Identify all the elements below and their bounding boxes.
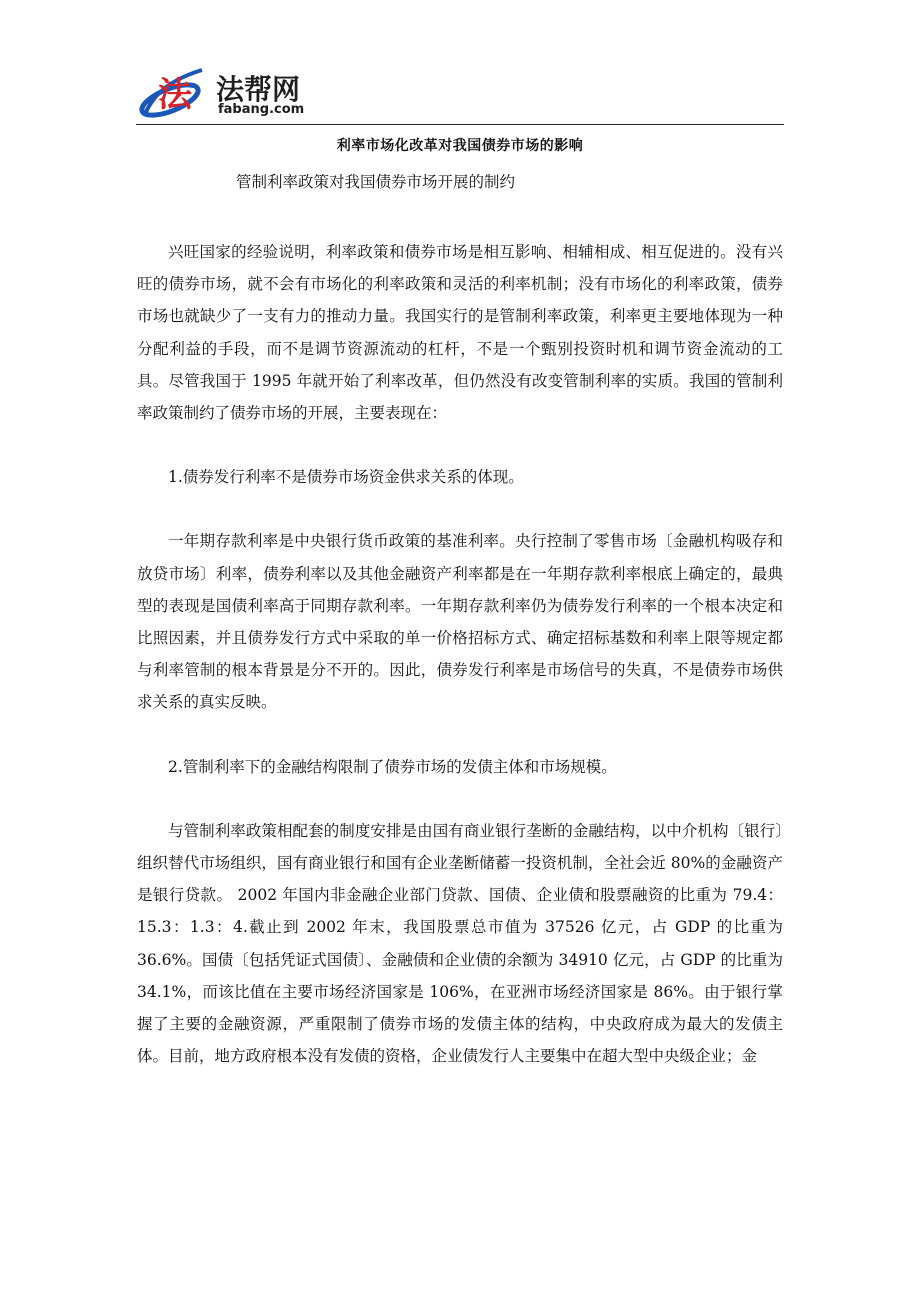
document-body bbox=[137, 236, 783, 1072]
paragraph-1: 一年期存款利率是中央银行货币政策的基准利率。央行控制了零售市场〔金融机构吸存和放贷市场〕利率，债券利率以及其他金融资产利率都是在一年期存款利率根底上确定的，最典型的表现是国债利率高于同期存款利率。一年期存款利率仍为债券发行利率的一个根本决定和比照因素，并且债券发行方式中采取的单一价格招标方式、确定招标基数和利率上限等规定都与利率管制的根本背景是分不开的。因此，债券发行利率是市场信号的失真，不是债券市场供求关系的真实反映。 bbox=[137, 532, 783, 712]
header-divider bbox=[136, 124, 784, 125]
document-title: 利率市场化改革对我国债券市场的影响 bbox=[336, 138, 584, 154]
section-heading-1: 1.债券发行利率不是债券市场资金供求关系的体现。 bbox=[168, 468, 524, 487]
paragraph-2: 与管制利率政策相配套的制度安排是由国有商业银行垄断的金融结构，以中介机构〔银行〕组织替代市场组织，国有商业银行和国有企业垄断储蓄一投资机制，全社会近 80%的金融资产是银行贷款。 2002 年国内非金融企业部门贷款、国债、企业债和股票融资的比重为 79.4：15.3：1.3：4.截止到 2002 年末，我国股票总市值为 37526 亿元，占 GDP 的比重为 36.6%。国债〔包括凭证式国债〕、金融债和企业债的余额为 34910 亿元，占 GDP 的比重为 34.1%，而该比值在主要市场经济国家是 106%，在亚洲市场经济国家是 86%。由于银行掌握了主要的金融资源，严重限制了债券市场的发债主体的结构，中央政府成为最大的发债主体。目前，地方政府根本没有发债的资格，企业债发行人主要集中在超大型中央级企业；金 bbox=[137, 821, 783, 1066]
document-subtitle: 管制利率政策对我国债券市场开展的制约 bbox=[236, 173, 516, 191]
fabang-logo-icon bbox=[136, 60, 214, 126]
site-header bbox=[136, 60, 786, 126]
logo-domain: fabang.com bbox=[218, 102, 305, 117]
paragraph-intro: 兴旺国家的经验说明，利率政策和债券市场是相互影响、相辅相成、相互促进的。没有兴旺的债券市场，就不会有市场化的利率政策和灵活的利率机制；没有市场化的利率政策，债券市场也就缺少了一支有力的推动力量。我国实行的是管制利率政策，利率更主要地体现为一种分配利益的手段，而不是调节资源流动的杠杆，不是一个甄别投资时机和调节资金流动的工具。尽管我国于 1995 年就开始了利率改革，但仍然没有改变管制利率的实质。我国的管制利率政策制约了债券市场的开展，主要表现在： bbox=[137, 243, 783, 423]
logo-mark-glyph: 法 bbox=[158, 75, 192, 115]
section-heading-2: 2.管制利率下的金融结构限制了债券市场的发债主体和市场规模。 bbox=[168, 757, 617, 776]
logo-name: 法帮网 bbox=[216, 73, 301, 106]
